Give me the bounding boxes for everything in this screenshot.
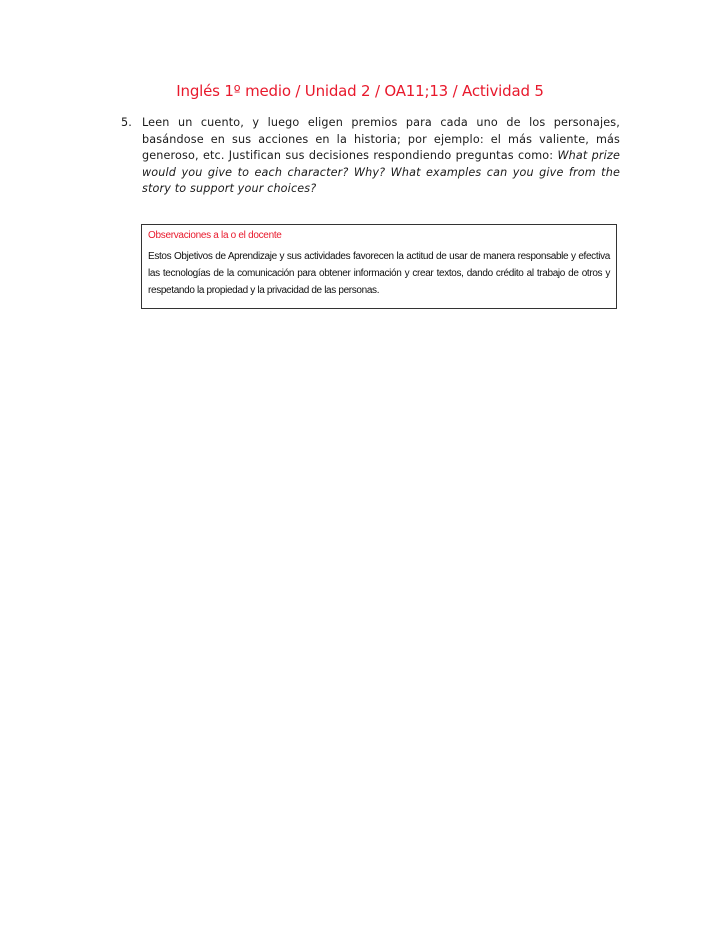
observations-body: Estos Objetivos de Aprendizaje y sus actividades favorecen la actitud de usar de manera responsable y efectiva las tecnologías de la comunicación para obtener información y crear textos, dando crédito al trabajo de otros y respetando la propiedad y la privacidad de las personas.: [148, 251, 610, 296]
observations-heading: Observaciones a la o el docente: [148, 230, 282, 241]
activity-text-questions: What prize would you give to each character? Why? What examples can you give from the story to support your choices?: [142, 149, 620, 195]
activity-text: [142, 115, 620, 198]
activity-number: 5.: [121, 116, 132, 129]
activity-item: [121, 115, 620, 198]
activity-text-plain: Leen un cuento, y luego eligen premios para cada uno de los personajes, basándose en sus acciones en la historia; por ejemplo: el más valiente, más generoso, etc. Justifican sus decisiones respondiendo preguntas como:: [142, 116, 620, 162]
teacher-observations-box: [141, 224, 617, 309]
page-title: Inglés 1º medio / Unidad 2 / OA11;13 / Actividad 5: [176, 82, 544, 100]
